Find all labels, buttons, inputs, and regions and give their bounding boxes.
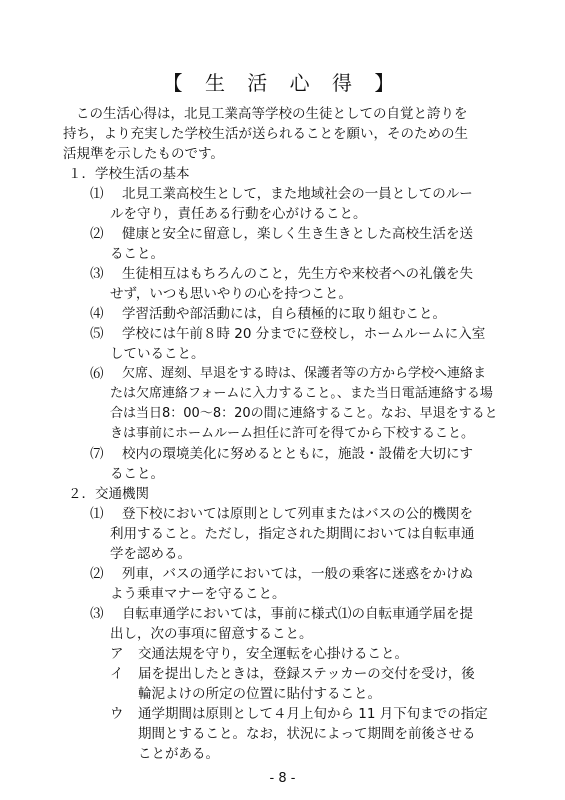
item-text: 列車，バスの通学においては，一般の乗客に迷惑をかけぬ — [122, 566, 473, 582]
item-text: 健康と安全に留意し，楽しく生き生きとした高校生活を送 — [122, 226, 473, 242]
page-title: 【 生 活 心 得 】 — [162, 71, 403, 95]
item-text: していること。 — [110, 346, 205, 362]
item-text: 合は当日8：00～8：20の間に連絡すること。なお、早退をすると — [110, 406, 498, 421]
item-text: 学習活動や部活動には，自ら積極的に取り組むこと。 — [122, 306, 446, 322]
subitem-text: 交通法規を守り，安全運転を心掛けること。 — [138, 646, 408, 662]
item-number: ⑷ — [90, 306, 104, 322]
page-number: - 8 - — [269, 771, 296, 786]
subitem-text: 届を提出したときは，登録ステッカーの交付を受け，後 — [138, 666, 475, 682]
subitem-text: ことがある。 — [138, 746, 219, 762]
section-heading: ２．交通機関 — [68, 486, 149, 502]
item-number: ⑴ — [90, 506, 104, 522]
item-number: ⑸ — [90, 326, 104, 342]
subitem-number: イ — [110, 666, 124, 682]
item-text: よう乗車マナーを守ること。 — [110, 586, 286, 602]
item-text: 北見工業高校生として，また地域社会の一員としてのルー — [122, 186, 473, 202]
item-text: ること。 — [110, 466, 164, 482]
item-text: 利用すること。ただし，指定された期間においては自転車通 — [110, 526, 475, 542]
item-text: きは事前にホームルーム担任に許可を得てから下校すること。 — [110, 426, 475, 441]
item-text: ルを守り，責任ある行動を心がけること。 — [110, 206, 367, 222]
subitem-number: ア — [110, 646, 124, 662]
item-number: ⑵ — [90, 226, 104, 242]
item-number: ⑶ — [90, 606, 104, 622]
item-text: 学校には午前８時 20 分までに登校し，ホームルームに入室 — [122, 326, 486, 342]
item-text: たは欠席連絡フォームに入力すること。、また当日電話連絡する場 — [110, 386, 493, 401]
intro-line: 持ち，より充実した学校生活が送られることを願い，そのための生 — [63, 126, 468, 142]
item-number: ⑴ — [90, 186, 104, 202]
intro-line: この生活心得は，北見工業高等学校の生徒としての自覚と誇りを — [76, 106, 468, 122]
item-text: 登下校においては原則として列車またはバスの公的機関を — [122, 506, 473, 522]
item-number: ⑶ — [90, 266, 104, 282]
item-number: ⑺ — [90, 446, 104, 462]
intro-line: 活規準を示したものです。 — [63, 146, 224, 162]
item-text: 自転車通学においては，事前に様式⑴の自転車通学届を提 — [122, 606, 473, 622]
item-text: ること。 — [110, 246, 164, 262]
subitem-text: 期間とすること。なお，状況によって期間を前後させる — [138, 726, 476, 742]
subitem-text: 輪泥よけの所定の位置に貼付すること。 — [138, 686, 381, 702]
item-number: ⑵ — [90, 566, 104, 582]
section-heading: １．学校生活の基本 — [68, 166, 190, 182]
item-text: 学を認める。 — [110, 546, 191, 562]
item-text: 校内の環境美化に努めるとともに，施設・設備を大切にす — [122, 446, 473, 462]
subitem-number: ウ — [110, 706, 124, 722]
subitem-text: 通学期間は原則として４月上旬から 11 月下旬までの指定 — [138, 706, 488, 722]
item-text: せず，いつも思いやりの心を持つこと。 — [110, 286, 352, 302]
item-number: ⑹ — [90, 366, 104, 382]
item-text: 生徒相互はもちろんのこと，先生方や来校者への礼儀を失 — [122, 266, 473, 282]
item-text: 出し，次の事項に留意すること。 — [110, 626, 313, 642]
item-text: 欠席、遅刻、早退をする時は、保護者等の方から学校へ連絡ま — [122, 366, 487, 381]
